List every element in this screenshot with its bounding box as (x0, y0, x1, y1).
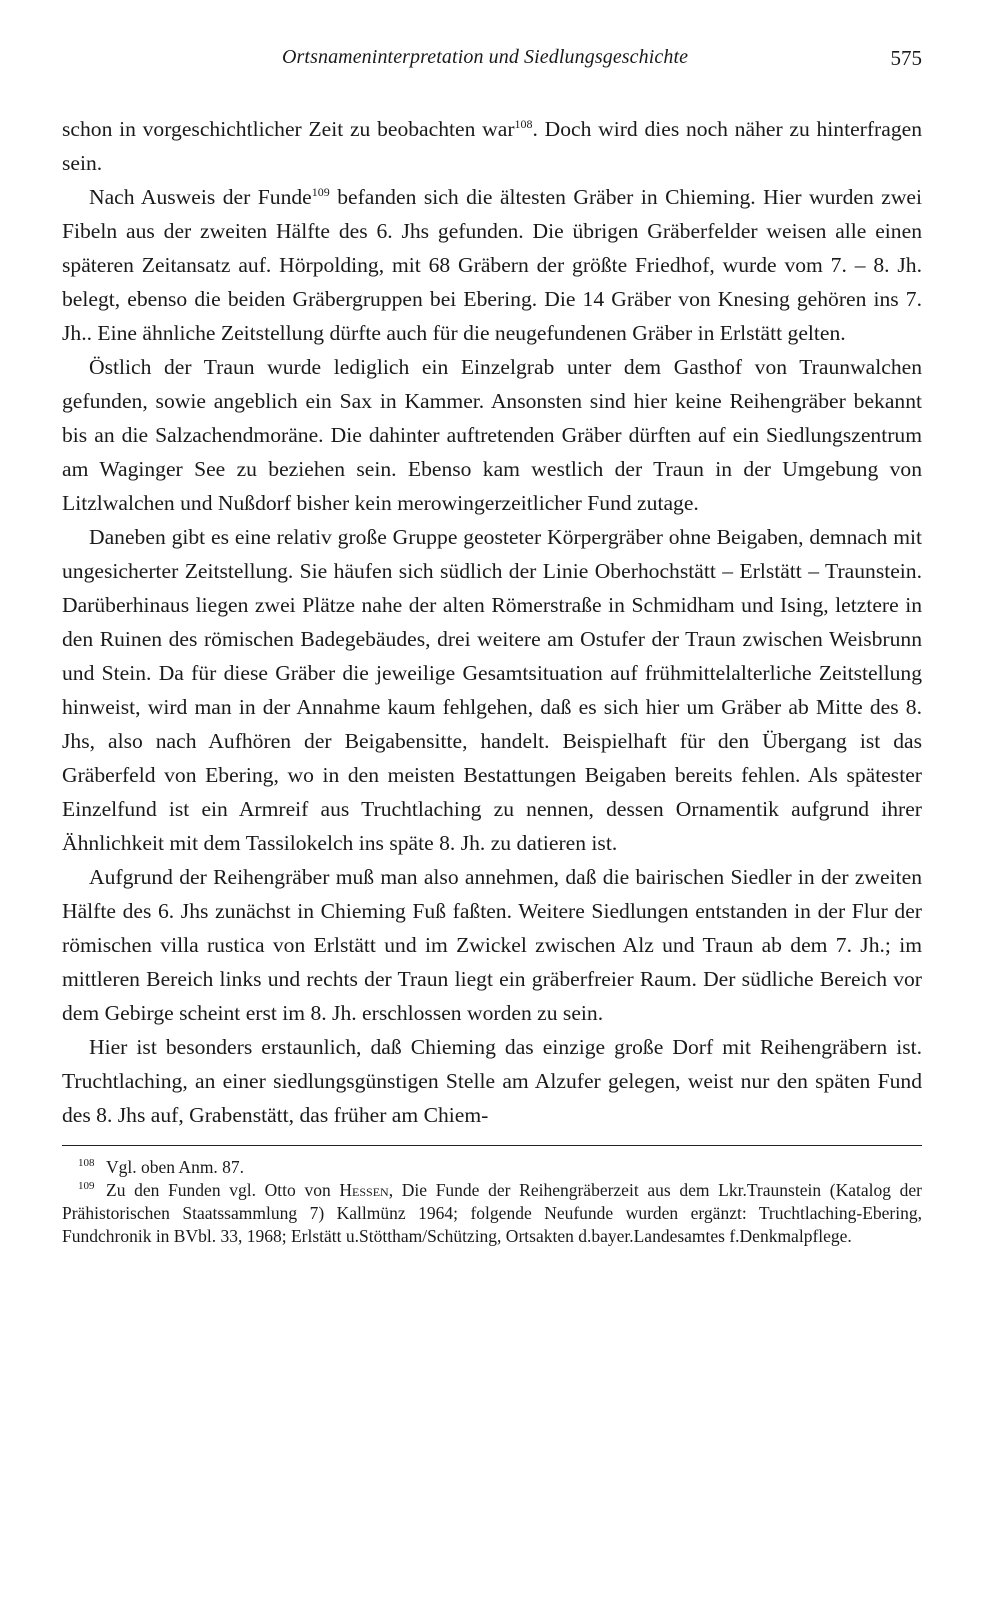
book-page (62, 46, 922, 1248)
paragraph-2-text-a: Nach Ausweis der Funde (89, 185, 312, 209)
paragraph-1-text-a: schon in vorgeschichtlicher Zeit zu beobachten war (62, 117, 515, 141)
footnote-108: 108 Vgl. oben Anm. 87. (78, 1157, 245, 1177)
footnote-109-text-a: Zu den Funden vgl. Otto von (106, 1180, 340, 1200)
footnotes (62, 1156, 922, 1248)
paragraph-4: Daneben gibt es eine relativ große Gruppe geosteter Körpergräber ohne Beigaben, demnach mit ungesicherter Zeitstellung. Sie häufen sich südlich der Linie Oberhochstätt – Erlstätt – Traunstein. Darüberhinaus liegen zwei Plätze nahe der alten Römerstraße in Schmidham und Ising, letztere in den Ruinen des römischen Badegebäudes, drei weitere am Ostufer der Traun zwischen Weisbrunn und Stein. Da für diese Gräber die jeweilige Gesamtsituation auf frühmittelalterliche Zeitstellung hinweist, wird man in der Annahme kaum fehlgehen, daß es sich hier um Gräber ab Mitte des 8. Jhs, also nach Aufhören der Beigabensitte, handelt. Beispielhaft für den Übergang ist das Gräberfeld von Ebering, wo in den meisten Bestattungen Beigaben bereits fehlen. Als spätester Einzelfund ist ein Armreif aus Truchtlaching zu nennen, dessen Ornamentik aufgrund ihrer Ähnlichkeit mit dem Tassilokelch ins späte 8. Jh. zu datieren ist. (62, 525, 922, 855)
footnote-ref-109: 109 (311, 184, 330, 199)
footnote-108-text: Vgl. oben Anm. 87. (106, 1157, 245, 1177)
footnote-ref-108: 108 (514, 116, 533, 131)
paragraph-6: Hier ist besonders erstaunlich, daß Chieming das einzige große Dorf mit Reihengräbern ist. Truchtlaching, an einer siedlungsgünstigen Stelle am Alzufer gelegen, weist nur den späten Fund des 8. Jhs auf, Grabenstätt, das früher am Chiem- (62, 1035, 922, 1127)
paragraph-1-text-b: . Doch wird dies noch näher zu hinterfragen sein. (62, 117, 922, 175)
paragraph-2-text-b: befanden sich die ältesten Gräber in Chieming. Hier wurden zwei Fibeln aus der zweiten Hälfte des 6. Jhs gefunden. Die übrigen Gräberfelder weisen alle einen späteren Zeitansatz auf. Hörpolding, mit 68 Gräbern der größte Friedhof, wurde vom 7. – 8. Jh. belegt, ebenso die beiden Gräbergruppen bei Ebering. Die 14 Gräber von Knesing gehören ins 7. Jh.. Eine ähnliche Zeitstellung dürfte auch für die neugefundenen Gräber in Erlstätt gelten. (62, 185, 923, 345)
footnote-109: 109 Zu den Funden vgl. Otto von Hessen, Die Funde der Reihengräberzeit aus dem Lkr.Traunstein (Katalog der Prähistorischen Staatssammlung 7) Kallmünz 1964; folgende Neufunde wurden ergänzt: Truchtlaching-Ebering, Fundchronik in BVbl. 33, 1968; Erlstätt u.Stöttham/Schützing, Ortsakten d.bayer.Landesamtes f.Denkmalpflege. (62, 1180, 922, 1246)
main-text (62, 112, 922, 1132)
running-title: Ortsnameninterpretation und Siedlungsgeschichte (282, 46, 689, 68)
running-header (62, 46, 922, 80)
page-number: 575 (890, 46, 922, 70)
paragraph-3: Östlich der Traun wurde lediglich ein Einzelgrab unter dem Gasthof von Traunwalchen gefunden, sowie angeblich ein Sax in Kammer. Ansonsten sind hier keine Reihengräber bekannt bis an die Salzachendmoräne. Die dahinter auftretenden Gräber dürften auf ein Siedlungszentrum am Waginger See zu beziehen sein. Ebenso kam westlich der Traun in der Umgebung von Litzlwalchen und Nußdorf bisher kein merowingerzeitlicher Fund zutage. (62, 355, 922, 515)
footnote-divider (62, 1145, 922, 1146)
paragraph-2 (62, 180, 922, 350)
paragraph-5: Aufgrund der Reihengräber muß man also annehmen, daß die bairischen Siedler in der zweiten Hälfte des 6. Jhs zunächst in Chieming Fuß faßten. Weitere Siedlungen entstanden in der Flur der römischen villa rustica von Erlstätt und im Zwickel zwischen Alz und Traun ab dem 7. Jh.; im mittleren Bereich links und rechts der Traun liegt ein gräberfreier Raum. Der südliche Bereich vor dem Gebirge scheint erst im 8. Jh. erschlossen worden zu sein. (62, 865, 922, 1025)
footnote-109-text-b: , Die Funde der Reihengräberzeit aus dem Lkr.Traunstein (Katalog der Prähistorischen Staatssammlung 7) Kallmünz 1964; folgende Neufunde wurden ergänzt: Truchtlaching-Ebering, Fundchronik in BVbl. 33, 1968; Erlstätt u.Stöttham/Schützing, Ortsakten d.bayer.Landesamtes f.Denkmalpflege. (62, 1180, 922, 1246)
paragraph-1 (62, 112, 922, 180)
footnote-109-author: Hessen (339, 1180, 389, 1200)
